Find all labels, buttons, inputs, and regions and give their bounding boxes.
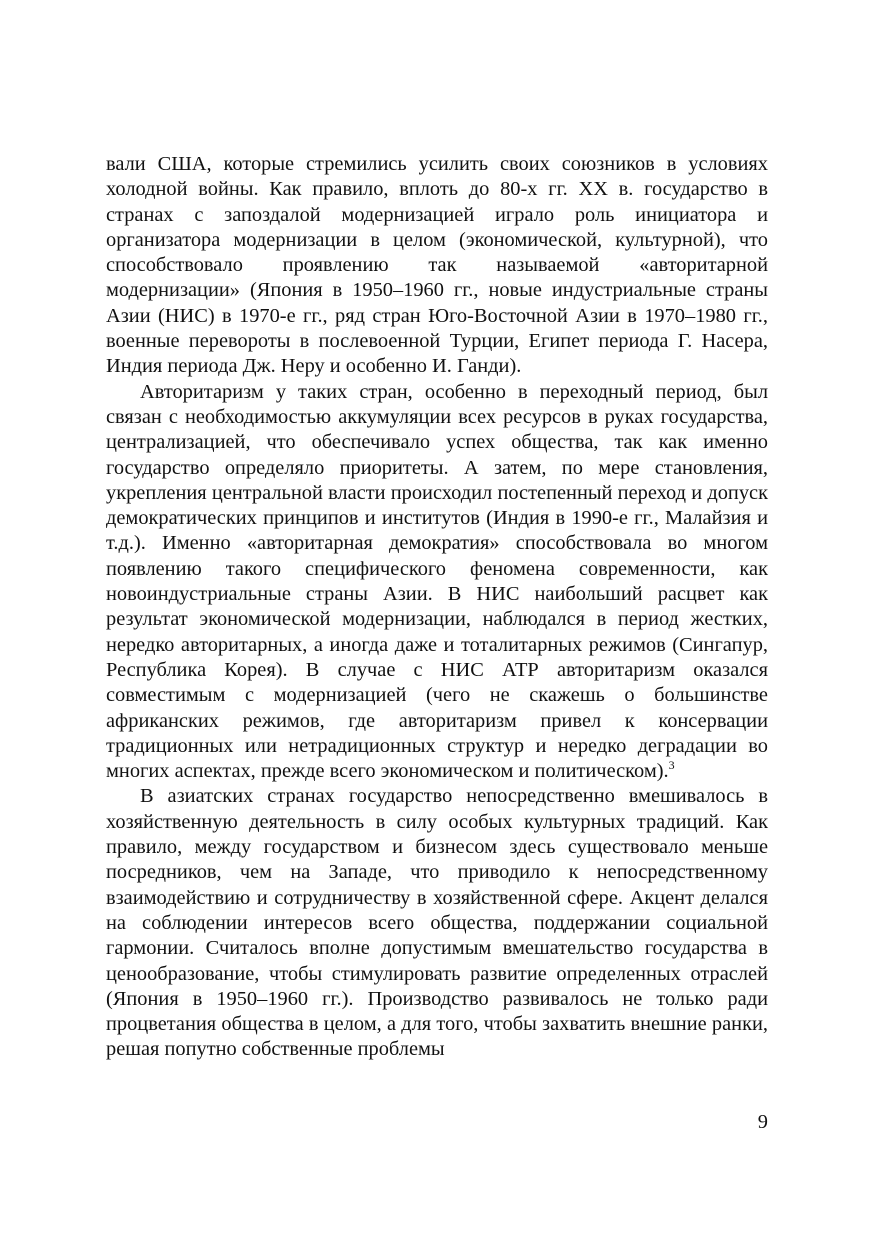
body-text bbox=[106, 152, 768, 1063]
paragraph-2-text: Авторитаризм у таких стран, особенно в переходный период, был связан с необходимостью аккумуляции всех ресурсов в руках государства, централизацией, что обеспечивало успех общества, так как именно государство определяло приоритеты. А затем, по мере становления, укрепления центральной власти происходил постепенный переход и допуск демократических принципов и институтов (Индия в 1990-е гг., Малайзия и т.д.). Именно «авторитарная демократия» способствовала во многом появлению такого специфического феномена современности, как новоиндустриальные страны Азии. В НИС наибольший расцвет как результат экономической модернизации, наблюдался в период жестких, нередко авторитарных, а иногда даже и тоталитарных режимов (Сингапур, Республика Корея). В случае с НИС АТР авторитаризм оказался совместимым с модернизацией (чего не скажешь о большинстве африканских режимов, где авторитаризм привел к консервации традиционных или нетрадиционных структур и нередко деградации во многих аспектах, прежде всего экономическом и политическом). bbox=[106, 380, 768, 783]
paragraph-3 bbox=[106, 784, 768, 1062]
paragraph-1 bbox=[106, 152, 768, 380]
footnote-marker: 3 bbox=[668, 758, 675, 773]
paragraph-1-text: вали США, которые стремились усилить своих союзников в условиях холодной войны. Как правило, вплоть до 80-х гг. XX в. государство в странах с запоздалой модернизацией играло роль инициатора и организатора модернизации в целом (экономической, культурной), что способствовало проявлению так называемой «авторитарной модернизации» (Япония в 1950–1960 гг., новые индустриальные страны Азии (НИС) в 1970-е гг., ряд стран Юго-Восточной Азии в 1970–1980 гг., военные перевороты в послевоенной Турции, Египет периода Г. Насера, Индия периода Дж. Неру и особенно И. Ганди). bbox=[106, 153, 768, 378]
paragraph-2 bbox=[106, 380, 768, 785]
page-number: 9 bbox=[757, 1111, 768, 1133]
paragraph-3-text: В азиатских странах государство непосредственно вмешивалось в хозяйственную деятельность в силу особых культурных традиций. Как правило, между государством и бизнесом здесь существовало меньше посредников, чем на Западе, что приводило к непосредственному взаимодействию и сотрудничеству в хозяйственной сфере. Акцент делался на соблюдении интересов всего общества, поддержании социальной гармонии. Считалось вполне допустимым вмешательство государства в ценообразование, чтобы стимулировать развитие определенных отраслей (Япония в 1950–1960 гг.). Производство развивалось не только ради процветания общества в целом, а для того, чтобы захватить внешние ранки, решая попутно собственные проблемы bbox=[106, 785, 768, 1061]
